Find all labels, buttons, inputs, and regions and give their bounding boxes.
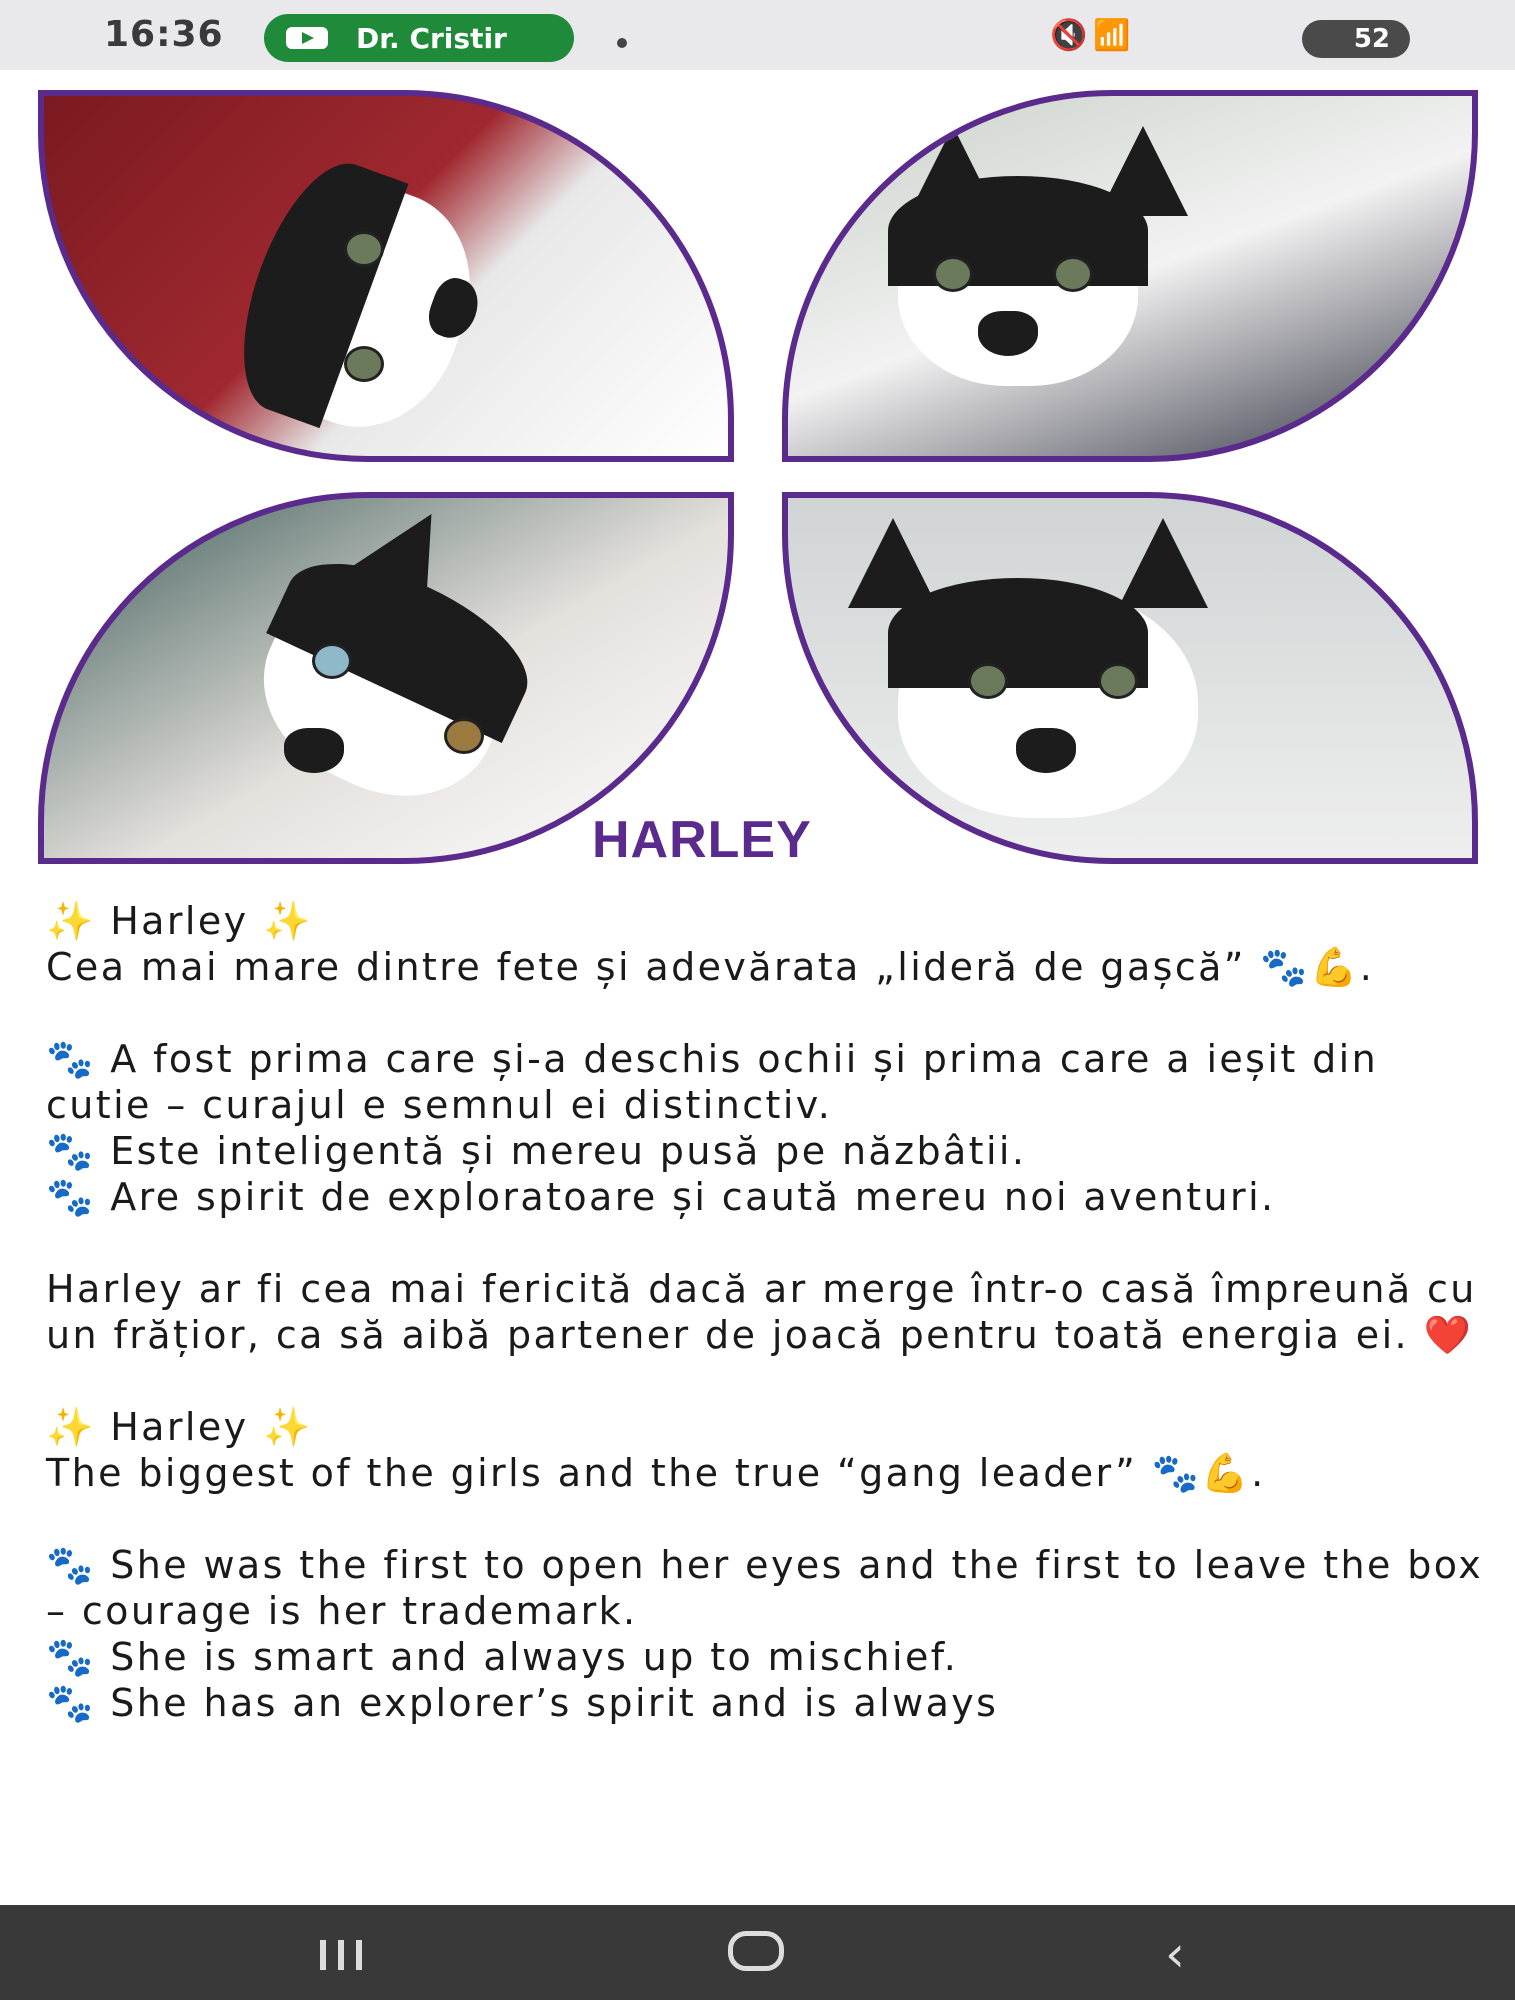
kitten-photo-3[interactable]: [38, 492, 734, 864]
en-intro: The biggest of the girls and the true “gang leader” 🐾💪.: [46, 1451, 1266, 1495]
post-text: [46, 898, 1486, 1726]
en-point-1: 🐾 She was the first to open her eyes and the first to leave the box – courage is her trademark.: [46, 1543, 1484, 1633]
youtube-icon: [286, 27, 328, 49]
media-notification-chip[interactable]: [264, 14, 574, 62]
sparkles-icon: ✨: [46, 1405, 96, 1449]
home-button[interactable]: [728, 1931, 784, 1971]
en-title: Harley: [110, 1405, 249, 1449]
ro-title: Harley: [110, 899, 249, 943]
kitten-eye: [1098, 663, 1138, 699]
ro-point-2: 🐾 Este inteligentă și mereu pusă pe năzbâtii.: [46, 1129, 1027, 1173]
recents-button[interactable]: [320, 1940, 376, 1970]
ro-point-1: 🐾 A fost prima care și-a deschis ochii și prima care a ieșit din cutie – curajul e semnul ei distinctiv.: [46, 1037, 1379, 1127]
kitten-ear: [1118, 518, 1208, 608]
sparkles-icon: ✨: [46, 899, 96, 943]
kitten-face: [898, 588, 1198, 818]
collage-name-label: HARLEY: [592, 811, 812, 869]
media-notification-title: Dr. Cristir: [356, 22, 507, 55]
sparkles-icon: ✨: [263, 1405, 313, 1449]
wifi-icon: 📶: [1093, 18, 1137, 53]
kitten-nose: [1016, 728, 1076, 773]
kitten-eye: [968, 663, 1008, 699]
en-point-2: 🐾 She is smart and always up to mischief.: [46, 1635, 959, 1679]
kitten-eye: [312, 643, 352, 679]
kitten-eye: [1053, 256, 1093, 292]
ro-closing: Harley ar fi cea mai fericită dacă ar merge într-o casă împreună cu un frățior, ca să aibă partener de joacă pentru toată energia ei. ❤️: [46, 1267, 1477, 1357]
en-title-line: [46, 1404, 1486, 1450]
kitten-nose: [284, 728, 344, 773]
status-time: 16:36: [104, 14, 224, 55]
ro-intro: Cea mai mare dintre fete și adevărata „lideră de gașcă” 🐾💪.: [46, 945, 1375, 989]
kitten-eye: [344, 346, 384, 382]
kitten-photo-1[interactable]: [38, 90, 734, 462]
kitten-photo-4[interactable]: [782, 492, 1478, 864]
notification-dot-icon: [617, 38, 627, 48]
mute-icon: 🔇: [1050, 18, 1094, 53]
sparkles-icon: ✨: [263, 899, 313, 943]
kitten-eye: [933, 256, 973, 292]
status-icons: [1050, 18, 1137, 53]
kitten-nose: [978, 311, 1038, 356]
kitten-face: [898, 186, 1138, 386]
en-point-3: 🐾 She has an explorer’s spirit and is always: [46, 1681, 999, 1725]
battery-indicator: 52: [1302, 20, 1410, 58]
navigation-bar: [0, 1905, 1515, 2000]
kitten-face: [233, 547, 535, 830]
ro-title-line: [46, 898, 1486, 944]
status-bar: [0, 0, 1515, 70]
kitten-photo-2[interactable]: [782, 90, 1478, 462]
kitten-eye: [344, 231, 384, 267]
kitten-photo-collage[interactable]: [0, 70, 1515, 870]
back-button[interactable]: ‹: [1165, 1925, 1185, 1983]
ro-point-3: 🐾 Are spirit de exploratoare și caută mereu noi aventuri.: [46, 1175, 1276, 1219]
kitten-eye: [444, 718, 484, 754]
